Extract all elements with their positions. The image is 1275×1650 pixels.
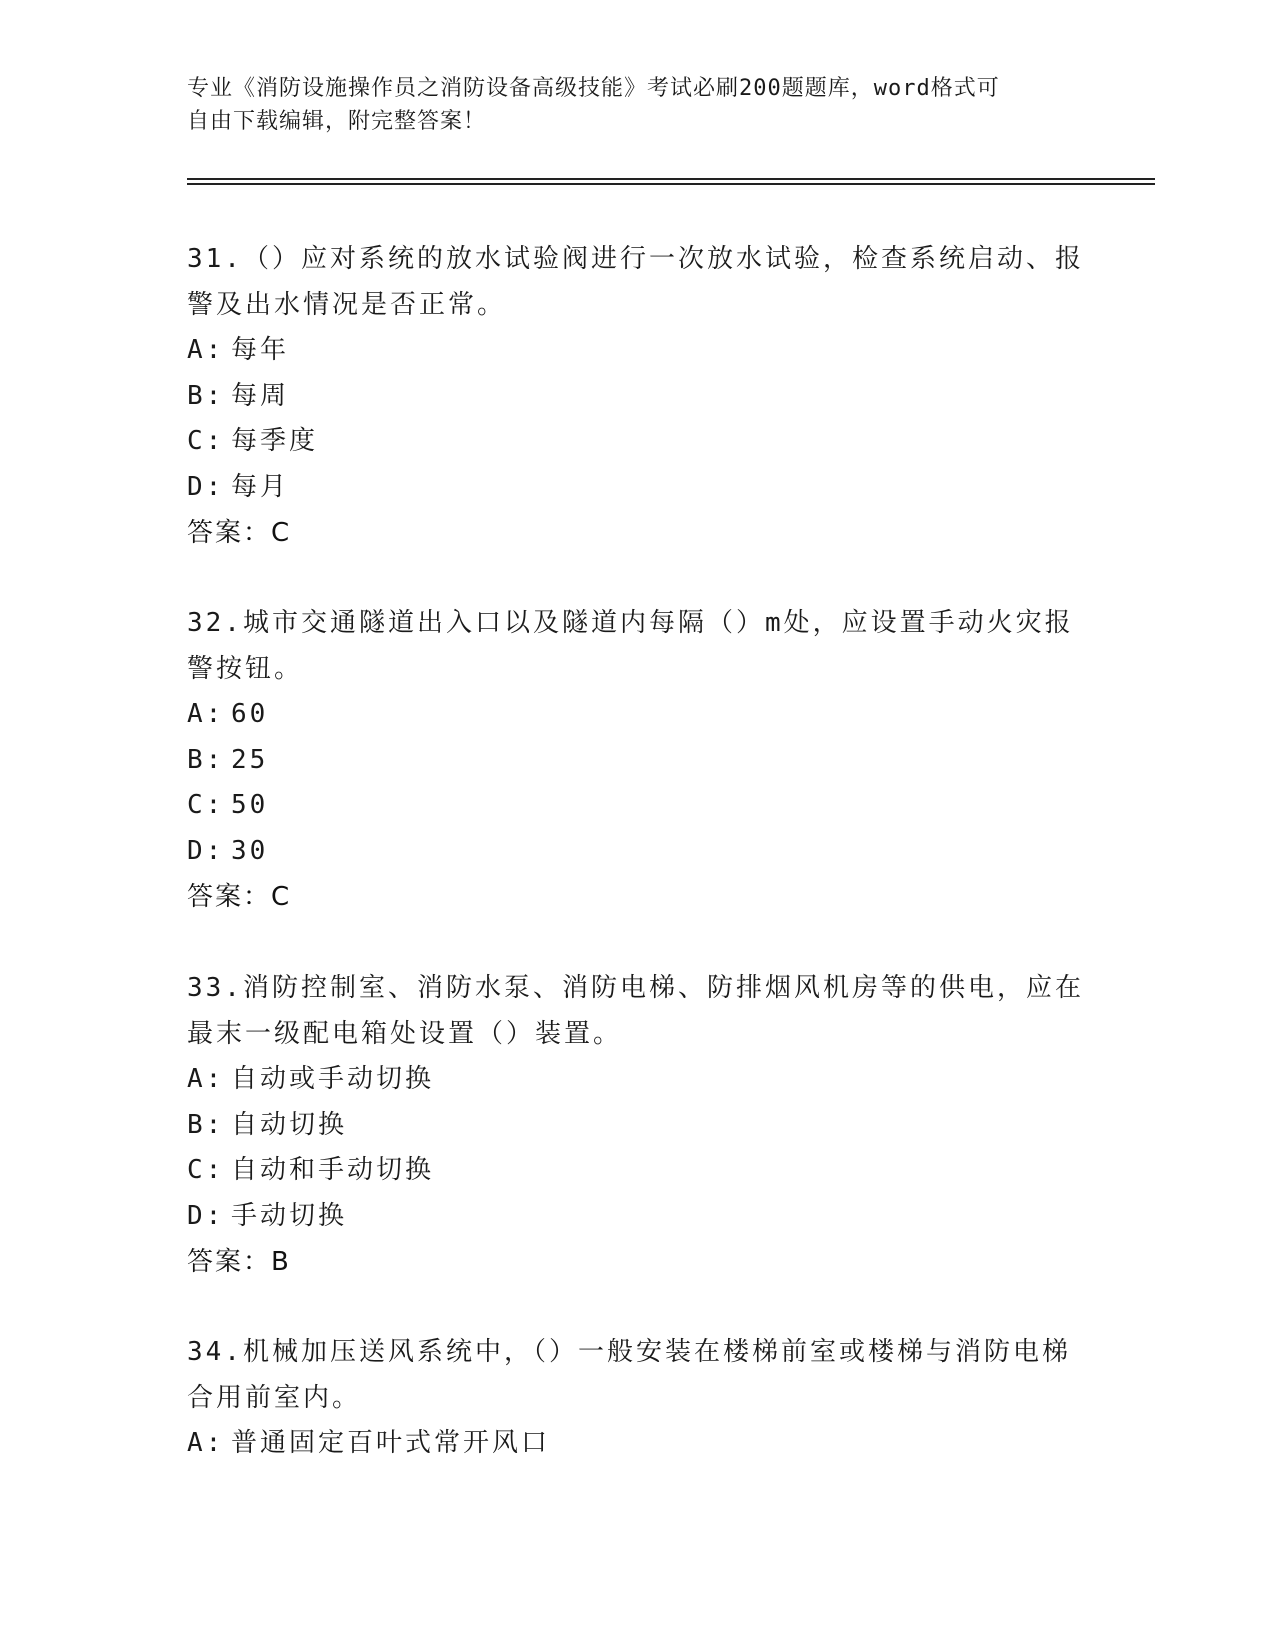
option-b — [187, 738, 1087, 784]
answer: 答案：C — [187, 882, 292, 912]
option-key: A: — [187, 1064, 225, 1094]
option-c — [187, 1148, 1087, 1194]
question-stem-line: 最末一级配电箱处设置（）装置。 — [187, 1019, 623, 1049]
option-text: 每季度 — [231, 426, 319, 456]
header-line-1: 专业《消防设施操作员之消防设备高级技能》考试必刷200题题库，word格式可 — [187, 76, 1000, 101]
option-text: 每年 — [231, 335, 290, 365]
question-stem-line: 34.机械加压送风系统中，（）一般安装在楼梯前室或楼梯与消防电梯 — [187, 1337, 1071, 1367]
option-text: 每月 — [231, 471, 290, 502]
option-text: 自动和手动切换 — [231, 1155, 435, 1185]
question-32 — [187, 600, 1087, 920]
option-c — [187, 783, 1087, 829]
option-text: 50 — [231, 790, 269, 820]
header-divider-top — [187, 178, 1155, 180]
option-key: B: — [187, 1109, 225, 1140]
option-key: C: — [187, 426, 225, 456]
option-key: D: — [187, 835, 225, 866]
question-stem-line: 警按钮。 — [187, 654, 304, 684]
header-line-2: 自由下载编辑，附完整答案！ — [187, 109, 487, 134]
option-a — [187, 1421, 1087, 1467]
option-text: 自动切换 — [231, 1109, 348, 1140]
option-key: B: — [187, 380, 225, 411]
question-stem-line: 合用前室内。 — [187, 1383, 362, 1413]
option-text: 30 — [231, 835, 269, 866]
option-text: 60 — [231, 699, 269, 729]
question-stem-line: 33.消防控制室、消防水泵、消防电梯、防排烟风机房等的供电，应在 — [187, 973, 1084, 1003]
option-b — [187, 1103, 1087, 1149]
option-key: C: — [187, 790, 225, 820]
header-divider-bottom — [187, 183, 1155, 185]
option-d — [187, 465, 1087, 511]
option-text: 25 — [231, 744, 269, 775]
question-34 — [187, 1329, 1087, 1467]
question-stem-line: 警及出水情况是否正常。 — [187, 290, 507, 320]
option-a — [187, 328, 1087, 374]
option-text: 普通固定百叶式常开风口 — [231, 1428, 551, 1458]
option-c — [187, 419, 1087, 465]
option-key: A: — [187, 335, 225, 365]
option-key: C: — [187, 1155, 225, 1185]
question-31 — [187, 236, 1087, 556]
question-stem-line: 32.城市交通隧道出入口以及隧道内每隔（）m处，应设置手动火灾报 — [187, 608, 1074, 638]
option-a — [187, 692, 1087, 738]
option-text: 手动切换 — [231, 1200, 348, 1231]
option-key: D: — [187, 1200, 225, 1231]
document-header — [187, 72, 1087, 138]
option-key: B: — [187, 744, 225, 775]
option-key: A: — [187, 699, 225, 729]
question-33 — [187, 965, 1087, 1285]
option-key: D: — [187, 471, 225, 502]
option-text: 自动或手动切换 — [231, 1064, 435, 1094]
answer: 答案：C — [187, 518, 292, 548]
option-text: 每周 — [231, 380, 290, 411]
option-d — [187, 829, 1087, 875]
option-b — [187, 374, 1087, 420]
question-stem-line: 31.（）应对系统的放水试验阀进行一次放水试验，检查系统启动、报 — [187, 244, 1084, 274]
option-d — [187, 1194, 1087, 1240]
option-a — [187, 1057, 1087, 1103]
option-key: A: — [187, 1428, 225, 1458]
answer: 答案：B — [187, 1247, 291, 1277]
